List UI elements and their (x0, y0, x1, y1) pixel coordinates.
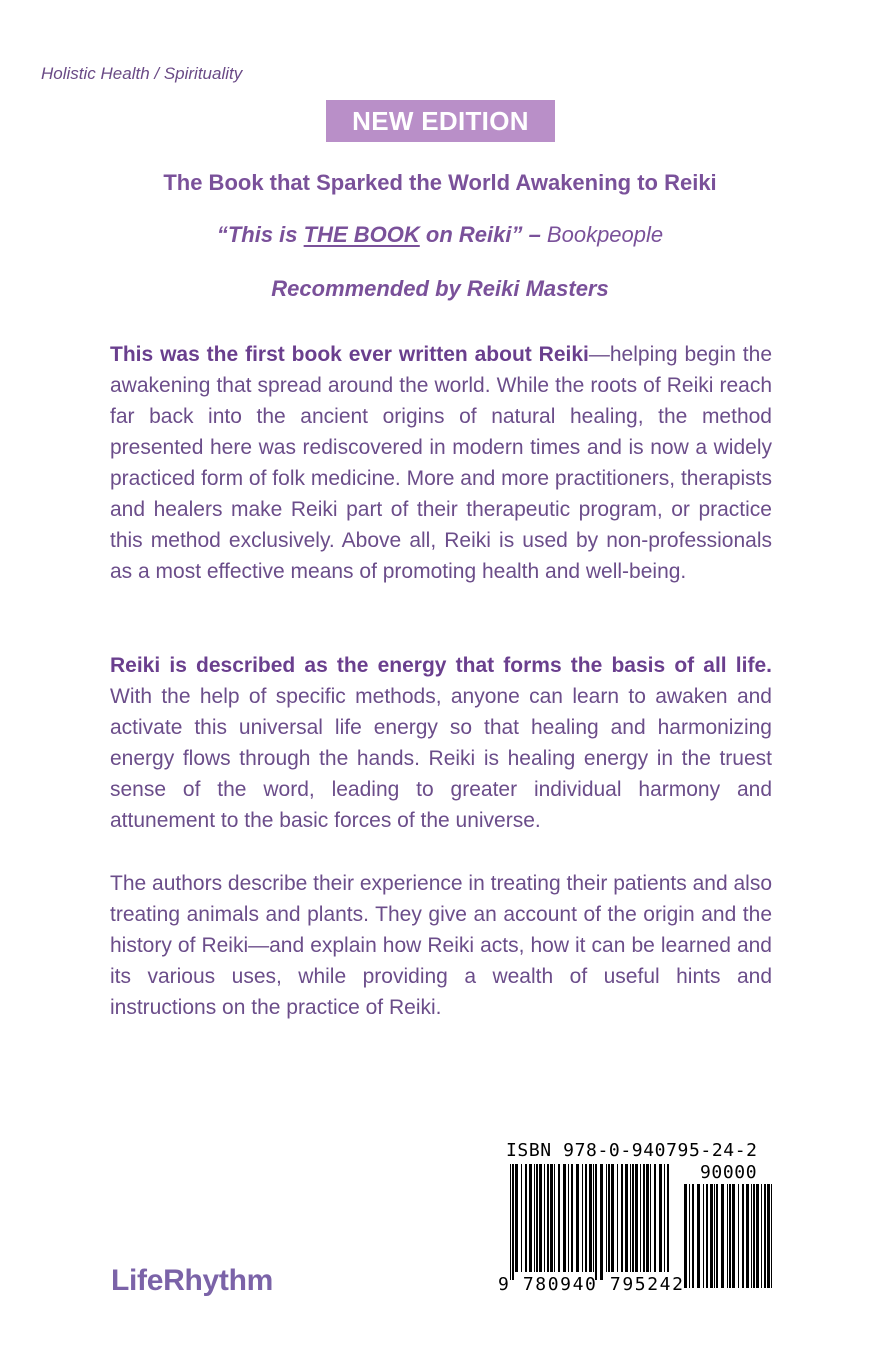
barcode-bar (742, 1184, 744, 1288)
barcode-bar (608, 1164, 610, 1272)
description-paragraph-3: The authors describe their experience in treating their patients and also treating animals and plants. They give an account of the origin and the history of Reiki—and explain how Reiki acts, how it can be learned and its various uses, while providing a wealth of useful hints and instructions on the practice of Reiki. (110, 872, 772, 1019)
barcode-bar (721, 1184, 724, 1288)
barcode-bar (640, 1164, 641, 1272)
barcode-bar (729, 1184, 731, 1288)
barcode-bar (529, 1164, 532, 1272)
barcode-bar (650, 1164, 651, 1272)
barcode-bar (692, 1184, 694, 1288)
barcode-bar (632, 1164, 634, 1272)
barcode-bar (764, 1184, 766, 1288)
barcode-bar (585, 1164, 587, 1272)
review-quote (0, 222, 880, 248)
barcode-bar (767, 1184, 770, 1288)
publisher-logo: LifeRhythm (111, 1264, 274, 1297)
barcode-bar (568, 1164, 569, 1272)
isbn-number: ISBN 978-0-940795-24-2 (506, 1140, 758, 1161)
barcode-bar (563, 1164, 566, 1272)
paragraph-1-lead: This was the first book ever written about Reiki (110, 343, 589, 366)
barcode-bar (664, 1164, 665, 1272)
barcode-bar (621, 1164, 623, 1272)
quote-emphasis: THE BOOK (303, 222, 420, 247)
quote-close: on Reiki” – (419, 222, 541, 247)
barcode-bar (611, 1164, 614, 1272)
barcode-bar (684, 1184, 687, 1288)
barcode-bar (606, 1164, 607, 1272)
barcode-bar (554, 1164, 555, 1272)
barcode-bar (714, 1184, 715, 1288)
barcode-bar (756, 1184, 759, 1288)
addon-barcode-bars (684, 1184, 772, 1288)
barcode-bar (689, 1184, 690, 1288)
new-edition-badge: NEW EDITION (326, 100, 555, 142)
barcode-bar (550, 1164, 553, 1272)
quote-open: “This is (216, 222, 304, 247)
quote-source: Bookpeople (540, 222, 664, 247)
barcode-bar (659, 1164, 662, 1272)
barcode-bar (753, 1184, 755, 1288)
barcode-bar (703, 1184, 704, 1288)
barcode-bar (761, 1184, 762, 1288)
barcode-bar (539, 1164, 542, 1272)
paragraph-1-text: —helping begin the awakening that spread around the world. While the roots of Reiki reach far back into the ancient origins of natural healing, the method presented here was rediscovered in modern times and is now a widely practiced form of folk medicine. More and more practitioners, therapists and healers make Reiki part of their therapeutic program, or practice this method exclusively. Above all, Reiki is used by non-professionals as a most effective means of promoting health and well-being. (110, 343, 772, 583)
ean-barcode-bars (510, 1164, 669, 1280)
barcode-bar (625, 1164, 628, 1272)
paragraph-2-lead: Reiki is described as the energy that forms the basis of all life. (110, 654, 772, 677)
barcode-bar (643, 1164, 645, 1272)
barcode-bar (589, 1164, 592, 1272)
barcode-bar (738, 1184, 739, 1288)
ean-digits: 9 780940 795242 (498, 1274, 685, 1295)
barcode-bar (515, 1164, 518, 1272)
barcode-bar (571, 1164, 573, 1272)
barcode-bar (595, 1164, 597, 1280)
barcode-bar (646, 1164, 649, 1272)
barcode-bar (512, 1164, 514, 1280)
barcode-bar (547, 1164, 549, 1272)
recommendation-line: Recommended by Reiki Masters (271, 276, 609, 301)
description-paragraph-1 (110, 339, 772, 587)
barcode-bar (521, 1164, 522, 1272)
barcode-bar (582, 1164, 583, 1272)
price-addon-code: 90000 (700, 1162, 758, 1183)
barcode-bar (706, 1184, 708, 1288)
quote-text (217, 222, 541, 247)
barcode-bar (654, 1164, 656, 1272)
barcode-bar (576, 1164, 579, 1272)
barcode-bar (727, 1184, 728, 1288)
barcode-bar (771, 1184, 772, 1288)
category-label: Holistic Health / Spirituality (41, 64, 243, 83)
barcode-bar (732, 1184, 735, 1288)
paragraph-2-text: With the help of specific methods, anyone can learn to awaken and activate this universal life energy so that healing and harmonizing energy flows through the hands. Reiki is healing energy in the truest sense of the word, leading to greater individual harmony and attunement to the basic forces of the universe. (110, 685, 772, 832)
barcode-bar (593, 1164, 594, 1272)
description-paragraph-2 (110, 650, 772, 836)
barcode-bar (751, 1184, 752, 1288)
barcode-bar (534, 1164, 535, 1272)
barcode-bar (600, 1164, 603, 1280)
barcode-bar (525, 1164, 527, 1272)
barcode-bar (746, 1184, 749, 1288)
barcode-bar (558, 1164, 560, 1272)
barcode-bar (710, 1184, 713, 1288)
barcode-bar (510, 1164, 511, 1280)
barcode-bar (697, 1184, 700, 1288)
barcode-bar (667, 1164, 669, 1272)
headline-tagline: The Book that Sparked the World Awakening to Reiki (163, 170, 717, 195)
barcode-bar (635, 1164, 638, 1272)
barcode-bar (630, 1164, 631, 1272)
barcode-bar (544, 1164, 545, 1272)
barcode-bar (716, 1184, 718, 1288)
barcode-bar (536, 1164, 538, 1272)
barcode-bar (617, 1164, 618, 1272)
